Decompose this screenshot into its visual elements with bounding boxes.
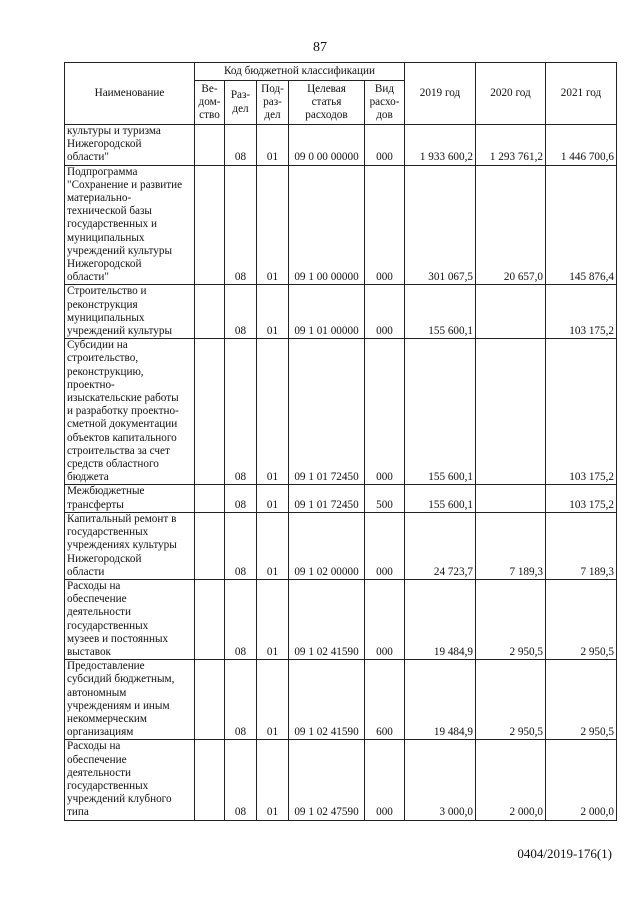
table-row <box>65 125 617 166</box>
row-podrazdel: 01 <box>257 579 289 659</box>
row-podrazdel: 01 <box>257 165 289 285</box>
header-row-1 <box>65 63 617 81</box>
row-vid: 000 <box>365 125 405 166</box>
row-podrazdel: 01 <box>257 512 289 579</box>
col-header-razdel: Раз- дел <box>225 81 257 125</box>
row-podrazdel: 01 <box>257 125 289 166</box>
row-vid: 000 <box>365 285 405 339</box>
row-2020 <box>476 339 546 485</box>
row-target: 09 1 02 41590 <box>289 579 365 659</box>
row-2021: 2 000,0 <box>546 740 617 820</box>
row-2019: 301 067,5 <box>405 165 476 285</box>
row-2021: 103 175,2 <box>546 339 617 485</box>
col-header-target: Целевая статья расходов <box>289 81 365 125</box>
row-razdel: 08 <box>225 339 257 485</box>
row-vedomstvo <box>195 660 225 740</box>
row-vedomstvo <box>195 165 225 285</box>
row-razdel: 08 <box>225 512 257 579</box>
row-razdel: 08 <box>225 579 257 659</box>
row-razdel: 08 <box>225 660 257 740</box>
row-2019: 19 484,9 <box>405 579 476 659</box>
col-header-2019: 2019 год <box>405 63 476 125</box>
row-podrazdel: 01 <box>257 660 289 740</box>
row-2020: 1 293 761,2 <box>476 125 546 166</box>
row-vid: 000 <box>365 512 405 579</box>
row-name: Межбюджетные трансферты <box>65 485 195 512</box>
row-target: 09 1 02 41590 <box>289 660 365 740</box>
row-2020: 20 657,0 <box>476 165 546 285</box>
row-2020 <box>476 285 546 339</box>
row-vid: 500 <box>365 485 405 512</box>
row-name: Подпрограмма "Сохранение и развитие материально- технической базы государственных и муниципальных учреждений культуры Нижегородской области" <box>65 165 195 285</box>
row-2021: 2 950,5 <box>546 660 617 740</box>
col-header-podrazdel: Под- раз- дел <box>257 81 289 125</box>
col-header-2021: 2021 год <box>546 63 617 125</box>
row-target: 09 1 02 47590 <box>289 740 365 820</box>
table-row <box>65 165 617 285</box>
row-vid: 600 <box>365 660 405 740</box>
row-target: 09 1 00 00000 <box>289 165 365 285</box>
row-vid: 000 <box>365 740 405 820</box>
row-target: 09 1 01 00000 <box>289 285 365 339</box>
page-number: 87 <box>313 40 327 55</box>
row-vid: 000 <box>365 165 405 285</box>
row-2021: 103 175,2 <box>546 485 617 512</box>
row-target: 09 1 02 00000 <box>289 512 365 579</box>
row-target: 09 1 01 72450 <box>289 485 365 512</box>
row-target: 09 0 00 00000 <box>289 125 365 166</box>
document-code: 0404/2019-176(1) <box>517 846 612 861</box>
row-2021: 103 175,2 <box>546 285 617 339</box>
row-2019: 19 484,9 <box>405 660 476 740</box>
row-2021: 145 876,4 <box>546 165 617 285</box>
table-row <box>65 339 617 485</box>
row-2019: 155 600,1 <box>405 485 476 512</box>
row-vid: 000 <box>365 339 405 485</box>
col-header-2020: 2020 год <box>476 63 546 125</box>
row-2021: 7 189,3 <box>546 512 617 579</box>
row-razdel: 08 <box>225 485 257 512</box>
table-row <box>65 740 617 820</box>
table-row <box>65 285 617 339</box>
row-2019: 155 600,1 <box>405 285 476 339</box>
row-name: Капитальный ремонт в государственных учреждениях культуры Нижегородской области <box>65 512 195 579</box>
row-name: Строительство и реконструкция муниципальных учреждений культуры <box>65 285 195 339</box>
row-vedomstvo <box>195 485 225 512</box>
row-2020: 2 000,0 <box>476 740 546 820</box>
row-2019: 155 600,1 <box>405 339 476 485</box>
row-name: Субсидии на строительство, реконструкцию, проектно- изыскательские работы и разработку проектно- сметной документации объектов капитального строительства за счет средств областного бюджета <box>65 339 195 485</box>
table-row <box>65 512 617 579</box>
row-2021: 1 446 700,6 <box>546 125 617 166</box>
row-podrazdel: 01 <box>257 339 289 485</box>
row-2019: 3 000,0 <box>405 740 476 820</box>
row-podrazdel: 01 <box>257 485 289 512</box>
row-razdel: 08 <box>225 165 257 285</box>
row-2020: 7 189,3 <box>476 512 546 579</box>
row-2021: 2 950,5 <box>546 579 617 659</box>
col-header-vid: Вид расхо- дов <box>365 81 405 125</box>
row-2019: 1 933 600,2 <box>405 125 476 166</box>
row-vedomstvo <box>195 125 225 166</box>
col-header-name: Наименование <box>65 63 195 125</box>
row-2019: 24 723,7 <box>405 512 476 579</box>
row-target: 09 1 01 72450 <box>289 339 365 485</box>
table-row <box>65 660 617 740</box>
row-vedomstvo <box>195 579 225 659</box>
table-row <box>65 485 617 512</box>
row-name: Расходы на обеспечение деятельности государственных учреждений клубного типа <box>65 740 195 820</box>
row-vedomstvo <box>195 339 225 485</box>
row-podrazdel: 01 <box>257 740 289 820</box>
row-vid: 000 <box>365 579 405 659</box>
row-vedomstvo <box>195 285 225 339</box>
col-header-vedomstvo: Ве- дом- ство <box>195 81 225 125</box>
row-name: Расходы на обеспечение деятельности государственных музеев и постоянных выставок <box>65 579 195 659</box>
row-razdel: 08 <box>225 740 257 820</box>
row-2020: 2 950,5 <box>476 660 546 740</box>
row-razdel: 08 <box>225 285 257 339</box>
row-razdel: 08 <box>225 125 257 166</box>
row-name: Предоставление субсидий бюджетным, автономным учреждениям и иным некоммерческим организациям <box>65 660 195 740</box>
budget-table <box>64 62 617 821</box>
row-podrazdel: 01 <box>257 285 289 339</box>
row-vedomstvo <box>195 740 225 820</box>
row-2020: 2 950,5 <box>476 579 546 659</box>
table-row <box>65 579 617 659</box>
row-vedomstvo <box>195 512 225 579</box>
row-2020 <box>476 485 546 512</box>
col-header-code-group: Код бюджетной классификации <box>195 63 405 81</box>
row-name: культуры и туризма Нижегородской области" <box>65 125 195 166</box>
